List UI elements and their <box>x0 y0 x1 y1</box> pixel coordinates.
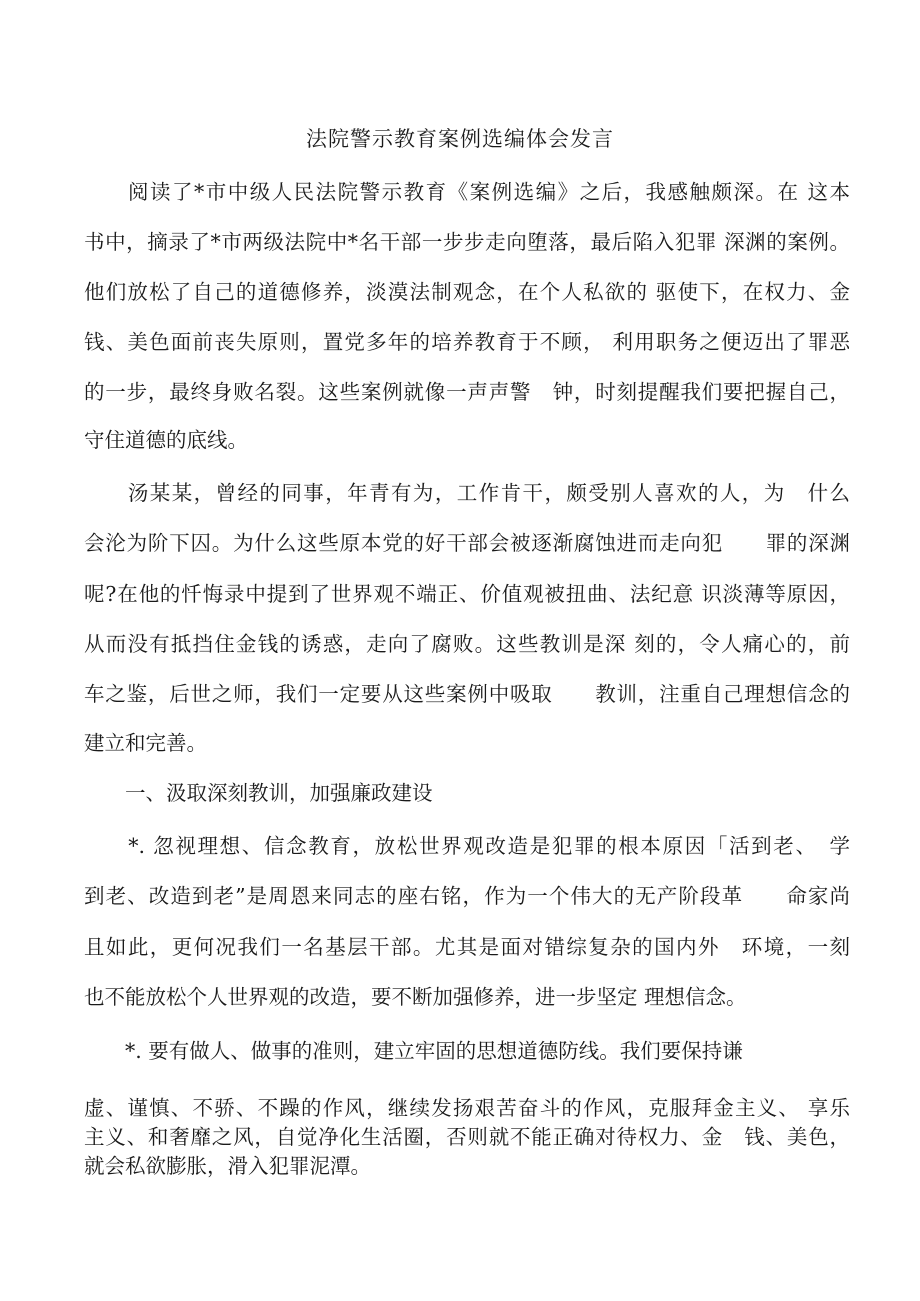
paragraph-2-line-6: 建立和完善。 <box>84 731 207 755</box>
paragraph-3-line-4: 也不能放松个人世界观的改造，要不断加强修养，进一步坚定 理想信念。 <box>84 985 747 1009</box>
section-heading: 一、汲取深刻教训，加强廉政建设 <box>84 781 433 805</box>
document-title: 法院警示教育案例选编体会发言 <box>306 127 614 151</box>
paragraph-1-line-6: 守住道德的底线。 <box>84 428 248 452</box>
paragraph-3-line-1: *. 忽视理想、信念教育，放松世界观改造是犯罪的根本原因「活到老、 学 <box>84 834 850 858</box>
paragraph-1-line-1: 阅读了*市中级人民法院警示教育《案例选编》之后，我感触颇深。在 这本 <box>84 180 850 204</box>
paragraph-2-line-2: 会沦为阶下囚。为什么这些原本党的好干部会被逐渐腐蚀进而走向犯 罪的深渊 <box>84 531 850 555</box>
paragraph-1-line-2: 书中，摘录了*市两级法院中*名干部一步步走向堕落，最后陷入犯罪 深渊的案例。 <box>84 230 850 254</box>
paragraph-2-line-1: 汤某某，曾经的同事，年青有为，工作肯干，颇受别人喜欢的人，为 什么 <box>84 481 850 505</box>
paragraph-3-line-2: 到老、改造到老”是周恩来同志的座右铭，作为一个伟大的无产阶段革 命家尚 <box>84 884 850 908</box>
paragraph-2-line-4: 从而没有抵挡住金钱的诱惑，走向了腐败。这些教训是深 刻的，令人痛心的，前 <box>84 632 850 656</box>
paragraph-5-line-3: 就会私欲膨胀，滑入犯罪泥潭。 <box>84 1154 371 1178</box>
paragraph-1-line-5: 的一步，最终身败名裂。这些案例就像一声声警 钟，时刻提醒我们要把握自己， <box>84 380 850 404</box>
paragraph-5-line-1: 虚、谨慎、不骄、不躁的作风，继续发扬艰苦奋斗的作风，克服拜金主义、 享乐 <box>84 1096 850 1120</box>
paragraph-2-line-3: 呢?在他的忏悔录中提到了世界观不端正、价值观被扭曲、法纪意 识淡薄等原因， <box>84 582 850 606</box>
paragraph-5-line-2: 主义、和奢靡之风，自觉净化生活圈，否则就不能正确对待权力、金 钱、美色， <box>84 1125 850 1149</box>
paragraph-1-line-4: 钱、美色面前丧失原则，置党多年的培养教育于不顾， 利用职务之便迈出了罪恶 <box>84 330 850 354</box>
paragraph-4-line-1: *. 要有做人、做事的准则，建立牢固的思想道德防线。我们要保持谦 <box>84 1039 743 1063</box>
paragraph-1-line-3: 他们放松了自己的道德修养，淡漠法制观念，在个人私欲的 驱使下，在权力、金 <box>84 280 850 304</box>
paragraph-2-line-5: 车之鉴，后世之师，我们一定要从这些案例中吸取 教训，注重自己理想信念的 <box>84 682 850 706</box>
paragraph-3-line-3: 且如此，更何况我们一名基层干部。尤其是面对错综复杂的国内外 环境，一刻 <box>84 935 850 959</box>
